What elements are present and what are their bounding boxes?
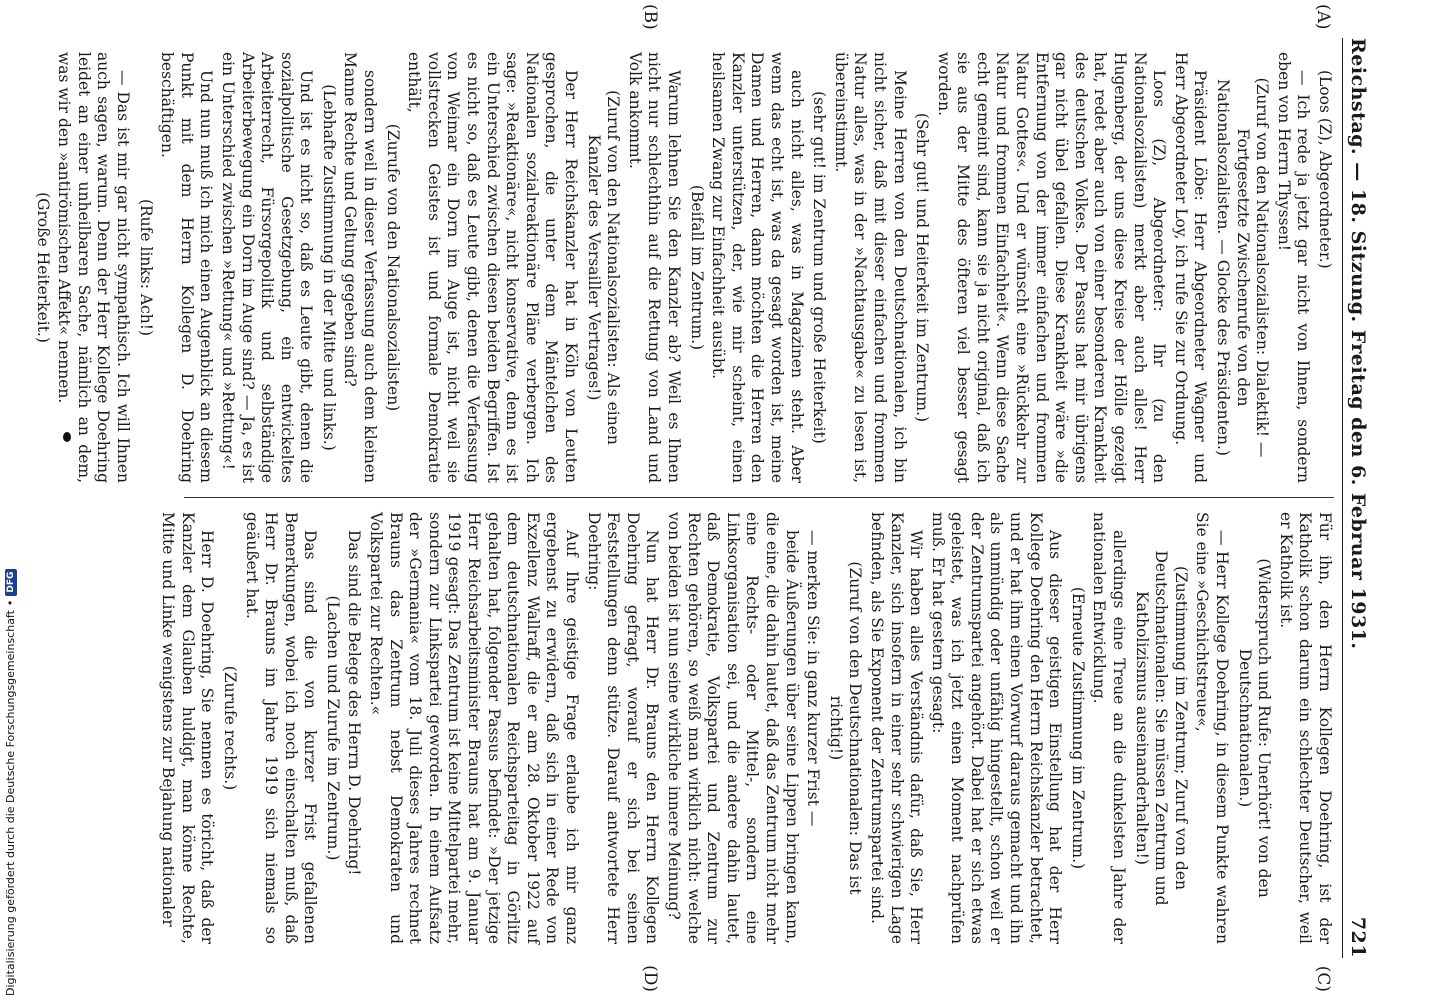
paragraph: (Loos (Z), Abgeordneter.) (1316, 70, 1334, 269)
interjection: (Zurufe von den Nationalsozialisten) (383, 123, 402, 412)
interjection: (Zurufe rechts.) (220, 665, 239, 791)
paragraph: — merken Sie: in ganz kurzer Frist — (804, 530, 823, 827)
margin-mark-a: (A) (1313, 4, 1333, 30)
paragraph: Das sind die Belege des Herrn D. Doehring! (345, 530, 364, 876)
paragraph: Aus dieser geistigen Einstellung hat der Herr Kollege Doehring den Herrn Reichskanzler betrachtet, und er hat ihm einen Vorwurf daraus gemacht und ihn als unmündig oder unfähig hingestellt, schon weil er der Zentrumspartei angehört. Dabei hat er sich etwas geleistet, was ich jetzt einen Moment nachprüfen muß. Er hat gestern gesagt: (928, 512, 1065, 944)
footer-text: Digitalisierung gefördert durch die Deutsche Forschungsgemeinschaft (4, 610, 17, 996)
paragraph: — Ich rede ja jetzt gar nicht von Ihnen, sondern eben von Herrn Thyssen! (1274, 52, 1313, 483)
interjection: (Rufe links: Ach!) (136, 198, 155, 337)
interjection: (Zustimmung im Zentrum; Zuruf von den Deutschnationalen: Sie müssen Zentrum und Katholizismus auseinanderhalten!) (1132, 550, 1190, 906)
paragraph: beide Äußerungen über seine Lippen bringen kann, die eine, die dahin lautet, daß das Zentrum nicht mehr eine Rechts- oder Mittel-, sondern eine Linksorganisation sei, und die andere dahin lautet, daß Demokratie, Volkspartei und Zentrum zur Rechten gehören, so weiß man wirklich nicht: welche von beiden ist nun seine wirkliche innere Meinung? (665, 512, 801, 944)
interjection: (sehr gut! im Zentrum und große Heiterkeit) (810, 91, 829, 444)
left-column (33, 4, 1334, 498)
digitization-footer: Digitalisierung gefördert durch die Deutsche Forschungsgemeinschaft • DFG (4, 569, 17, 996)
interjection: (Lachen und Zurufe im Zentrum.) (323, 595, 342, 861)
paragraph: Herr D. Doehring, Sie nennen es töricht, daß der Kanzler dem Glauben huldigt, man könne Rechte, Mitte und Linke wenigstens zur Bejahung nationaler (159, 512, 217, 944)
paragraph: auch nicht alles, was in Magazinen steht. Aber wenn das echt ist, was da gesagt worden ist, meine Damen und Herren, dann möchten die Herren den Kanzler unterstützen, der, wie mir scheint, einen heilsamen Zwang zur Einfachheit ausübt. (709, 52, 806, 483)
paragraph: sondern weil in dieser Verfassung auch dem kleinen Manne Rechte und Geltung gegeben sind? (341, 52, 380, 483)
paragraph: Wir haben alles Verständnis dafür, daß Sie, Herr Kanzler, sich insofern in einer sehr schwierigen Lage befinden, als Sie Exponent der Zentrumspartei sind. (867, 512, 926, 944)
paragraph: Loos (Z), Abgeordneter: Ihr (zu den Nationalsozialisten) merkt aber auch alles! Herr Hugenberg, der uns diese Kreise der Hölle gezeigt hat, redet aber auch von einer besonderen Krankheit des deutschen Volkes. Der Passus hat mir übrigens gar nicht übel gefallen. Diese Krankheit wäre »die Entfernung von der immer einfachen und frommen Natur Gottes«. Und er wünscht eine »Rückkehr zur Natur und frommen Einfachheit«. Wenn diese Sache echt gemeint sind, kann sie ja nicht original, daß ich sie aus der Mitte des öfteren viel besser gesagt worden. (934, 52, 1169, 483)
text-columns (33, 4, 1334, 992)
interjection: (Erneute Zustimmung im Zentrum.) (1068, 586, 1087, 870)
paragraph: Und nun muß ich mich einen Augenblick an diesem Punkt mit dem Herrn Kollegen D. Doehring beschäftigen. (158, 52, 216, 483)
header-title: Reichstag. — 18. Sitzung. Freitag den 6. Februar 1931. (1347, 38, 1369, 650)
paragraph: allerdings eine Treue an die dunkelsten Jahre der nationalen Entwicklung. (1090, 512, 1129, 944)
paragraph: — Das ist mir gar nicht sympathisch. Ich will Ihnen auch sagen, warum. Denn der Herr Kollege Doehring leidet an einer unheilbaren Sache, nämlich an dem, was wir den »antirömischen Affekt« nennen. (55, 52, 132, 483)
paragraph: Nun hat Herr Dr. Brauns den Herrn Kollegen Doehring gefragt, worauf er sich bei seinen Feststellungen denn stütze. Darauf antwortete Herr Doehring: (584, 512, 662, 944)
paragraph: Warum lehnen Sie den Kanzler ab? Weil es Ihnen nicht nur schlechthin auf die Rettung von Land und Volk ankommt. (625, 52, 683, 483)
interjection: (Zuruf von den Nationalsozialisten: Als einen Kanzler des Versailler Vertrages!) (584, 90, 623, 445)
interjection: (Zuruf von den Deutschnationalen: Das ist richtig!) (826, 561, 865, 895)
paragraph: Meine Herren von den Deutschnationalen, ich bin nicht sicher, daß mit dieser einfachen und frommen Natur alles, was in der »Nachtausgabe« zu lesen ist, übereinstimmt. (831, 52, 909, 483)
page-number: 721 (1347, 916, 1369, 958)
margin-mark-c: (C) (1313, 965, 1333, 992)
paragraph: — Herr Kollege Doehring, in diesem Punkte wahren Sie eine »Geschichtstreue«, (1193, 512, 1232, 944)
ink-dot (63, 432, 71, 442)
interjection: (Zuruf von den Nationalsozialisten: Dialektik! — Fortgesetzte Zwischenrufe von den Nationalsozialisten. — Glocke des Präsidenten.) (1214, 77, 1272, 458)
paragraph: Auf Ihre geistige Frage erlaube ich mir ganz ergebenst zu erwidern, daß sich in einer Rede von Exzellenz Wallraff, die er am 28. Oktober 1922 auf dem deutschnationalen Reichsparteitag in Görlitz gehalten hat, folgender Passus befindet: »Der jetzige Herr Reichsarbeitsminister Brauns hat am 9. Januar 1919 gesagt: Das Zentrum ist keine Mittelpartei mehr, sondern zur Linkspartei geworden. In einem Aufsatz der »Germania« vom 18. Juli dieses Jahres rechnet Brauns das Zentrum nebst Demokraten und Volkspartei zur Rechten.« (367, 512, 582, 944)
dfg-logo: DFG (5, 569, 17, 596)
interjection: (Lebhafte Zustimmung in der Mitte und links.) (319, 84, 338, 451)
paragraph: Der Herr Reichskanzler hat in Köln von Leuten gesprochen, die unter dem Mäntelchen des Nationalen sozialreaktionäre Pläne verbergen. Ich sage: »Reaktionäre«, nicht konservative, denn es ist ein Unterschied zwischen diesen beiden Begriffen. Ist es nicht so, daß es Leute gibt, denen die Verfassung von Weimar ein Dorn im Auge ist, nicht weil sie vollstrecken Geistes ist und formale Demokratie enthält, (405, 52, 581, 483)
paragraph: Und ist es nicht so, daß es Leute gibt, denen die sozialpolitische Gesetzgebung, ein entwickeltes Arbeiterrecht, Fürsorgepolitik und selbständige Arbeiterbewegung ein Dorn im Auge sind? — Ja, es ist ein Unterschied zwischen »Rettung« und »Rettung«! (218, 52, 316, 483)
interjection: (Widerspruch und Rufe: Unerhört! von den Deutschnationalen.) (1235, 558, 1274, 898)
running-header (1342, 38, 1369, 958)
margin-mark-b: (B) (640, 4, 660, 30)
interjection: (Beifall im Zentrum.) (687, 184, 706, 351)
paragraph: Das sind die von kurzer Frist gefallenen Bemerkungen, wobei ich noch einschalten muß, daß Herr Dr. Brauns im Jahre 1919 sich niemals so geäußert hat. (242, 512, 320, 944)
margin-mark-d: (D) (640, 965, 660, 992)
right-column (159, 498, 1334, 992)
paragraph: Präsident Löbe: Herr Abgeordneter Wagner und Herr Abgeordneter Loy, ich rufe Sie zur Ordnung. (1171, 52, 1210, 483)
interjection: (Sehr gut! und Heiterkeit im Zentrum.) (913, 112, 932, 423)
interjection: (Große Heiterkeit.) (33, 192, 52, 343)
paragraph: Für ihn, den Herrn Kollegen Doehring, ist der Katholik schon darum ein schlechter Deutscher, weil er Katholik ist. (1276, 512, 1334, 944)
document-page (33, 4, 1375, 992)
